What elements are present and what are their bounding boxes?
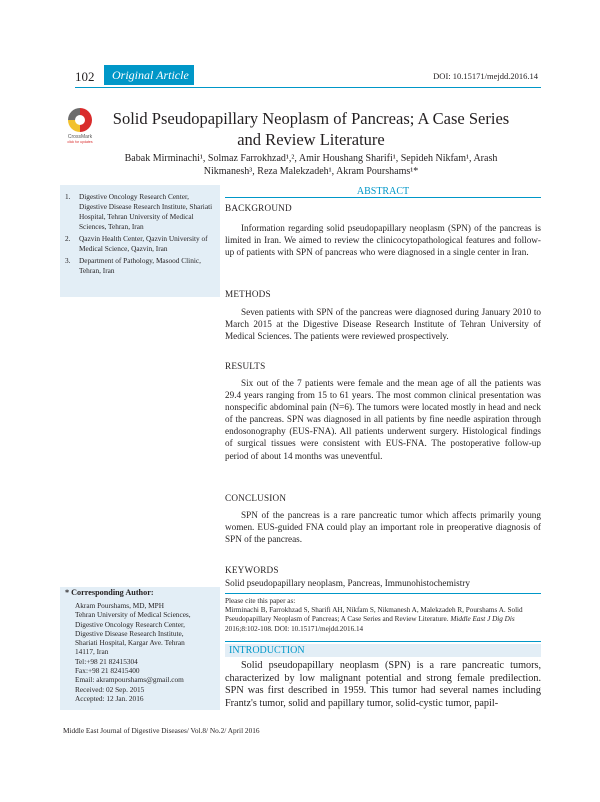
abstract-divider: [225, 197, 541, 198]
author-list: Babak Mirminachi¹, Solmaz Farrokhzad¹,², Amir Houshang Sharifi¹, Sepideh Nikfam¹, Arash Nikmanesh³, Reza Malekzadeh¹, Akram Pourshams¹*: [124, 153, 498, 177]
introduction-heading: INTRODUCTION: [229, 645, 305, 656]
doi[interactable]: DOI: 10.15171/mejdd.2016.14: [433, 71, 538, 81]
affiliation-item: 1. Digestive Oncology Research Center, Digestive Disease Research Institute, Shariati Hospital, Tehran University of Medical Sciences, Tehran, Iran: [65, 192, 213, 231]
crossmark-subtext: click for updates: [67, 140, 93, 144]
abstract-end-divider: [225, 593, 541, 594]
introduction-text: Solid pseudopapillary neoplasm (SPN) is a rare pancreatic tumors, characterized by low malignant potential and strong female predilection. SPN was first described in 1959. This tumor had several names including Frantz's tumor, solid and papillary tumor, solid-cystic tumor, papil-: [225, 660, 541, 709]
citation-label: Please cite this paper as:: [225, 597, 296, 605]
affiliation-item: 2. Qazvin Health Center, Qazvin University of Medical Science, Qazvin, Iran: [65, 234, 208, 253]
citation-text: Mirminachi B, Farrokhzad S, Sharifi AH, Nikfam S, Nikmanesh A, Malekzadeh R, Pourshams A. Solid Pseudopapillary Neoplasm of Pancreas; A Case Series and Review Literature. Middle East J Dig Dis 2016;8:102-108. DOI: 10.15171/mejdd.2016.14: [225, 606, 523, 633]
results-text: Six out of the 7 patients were female and the mean age of all the patients was 29.4 years ranging from 15 to 61 years. The most common clinical presentation was nonspecific abdominal pain (N=6). The tumors were located mostly in head and neck of the pancreas. SPN was diagnosed in all patients by fine needle aspiration through endosonography (EUS-FNA). All patients underwent surgery. Histological findings of surgical tissues were consistent with EUS-FNA. The postoperative follow-up period of about 14 months was uneventful.: [225, 378, 541, 461]
crossmark-icon: [68, 108, 92, 132]
affiliation-item: 3. Department of Pathology, Masood Clinic, Tehran, Iran: [65, 256, 201, 275]
methods-heading: METHODS: [225, 289, 271, 299]
abstract-heading: ABSTRACT: [356, 186, 410, 197]
paper-title: Solid Pseudopapillary Neoplasm of Pancreas; A Case Series and Review Literature: [112, 109, 510, 149]
conclusion-heading: CONCLUSION: [225, 493, 287, 503]
header-divider: [75, 87, 541, 88]
crossmark-badge[interactable]: [63, 108, 97, 150]
crossmark-name: CrossMark: [67, 134, 93, 140]
citation-divider: [225, 641, 541, 642]
affiliations-list: [65, 192, 217, 278]
background-heading: BACKGROUND: [225, 203, 292, 213]
keywords-text: Solid pseudopapillary neoplasm, Pancreas, Immunohistochemistry: [225, 578, 470, 588]
email[interactable]: Email: akrampourshams@gmail.com: [75, 675, 184, 685]
corresponding-author-details: Akram Pourshams, MD, MPH Tehran University of Medical Sciences, Digestive Oncology Research Center, Digestive Disease Research Institute, Shariati Hospital, Kargar Ave. Tehran 14117, Iran Tel:+98 21 82415304 Fax:+98 21 82415400 Email: akrampourshams@gmail.com Received: 02 Sep. 2015 Accepted: 12 Jan. 2016: [75, 601, 217, 703]
results-heading: RESULTS: [225, 361, 266, 371]
background-text: Information regarding solid pseudopapillary neoplasm (SPN) of the pancreas is limited in Iran. We aimed to review the clinicocytopathological features and follow-up of patients with SPN of pancreas who were diagnosed in a single center in Iran.: [225, 223, 541, 258]
keywords-heading: KEYWORDS: [225, 565, 279, 575]
journal-footer: Middle East Journal of Digestive Diseases/ Vol.8/ No.2/ April 2016: [63, 726, 260, 735]
conclusion-text: SPN of the pancreas is a rare pancreatic tumor which affects primarily young women. EUS-guided FNA could play an important role in preoperative diagnosis of SPN of the pancreas.: [225, 510, 541, 545]
article-type-label: Original Article: [104, 65, 194, 85]
corresponding-author-heading: * Corresponding Author:: [65, 588, 154, 597]
methods-text: Seven patients with SPN of the pancreas were diagnosed during January 2010 to March 2015 at the Digestive Disease Research Institute of Tehran University of Medical Sciences. The patients were reviewed prospectively.: [225, 307, 541, 342]
page-number: 102: [75, 69, 95, 84]
citation-block: [225, 597, 541, 634]
